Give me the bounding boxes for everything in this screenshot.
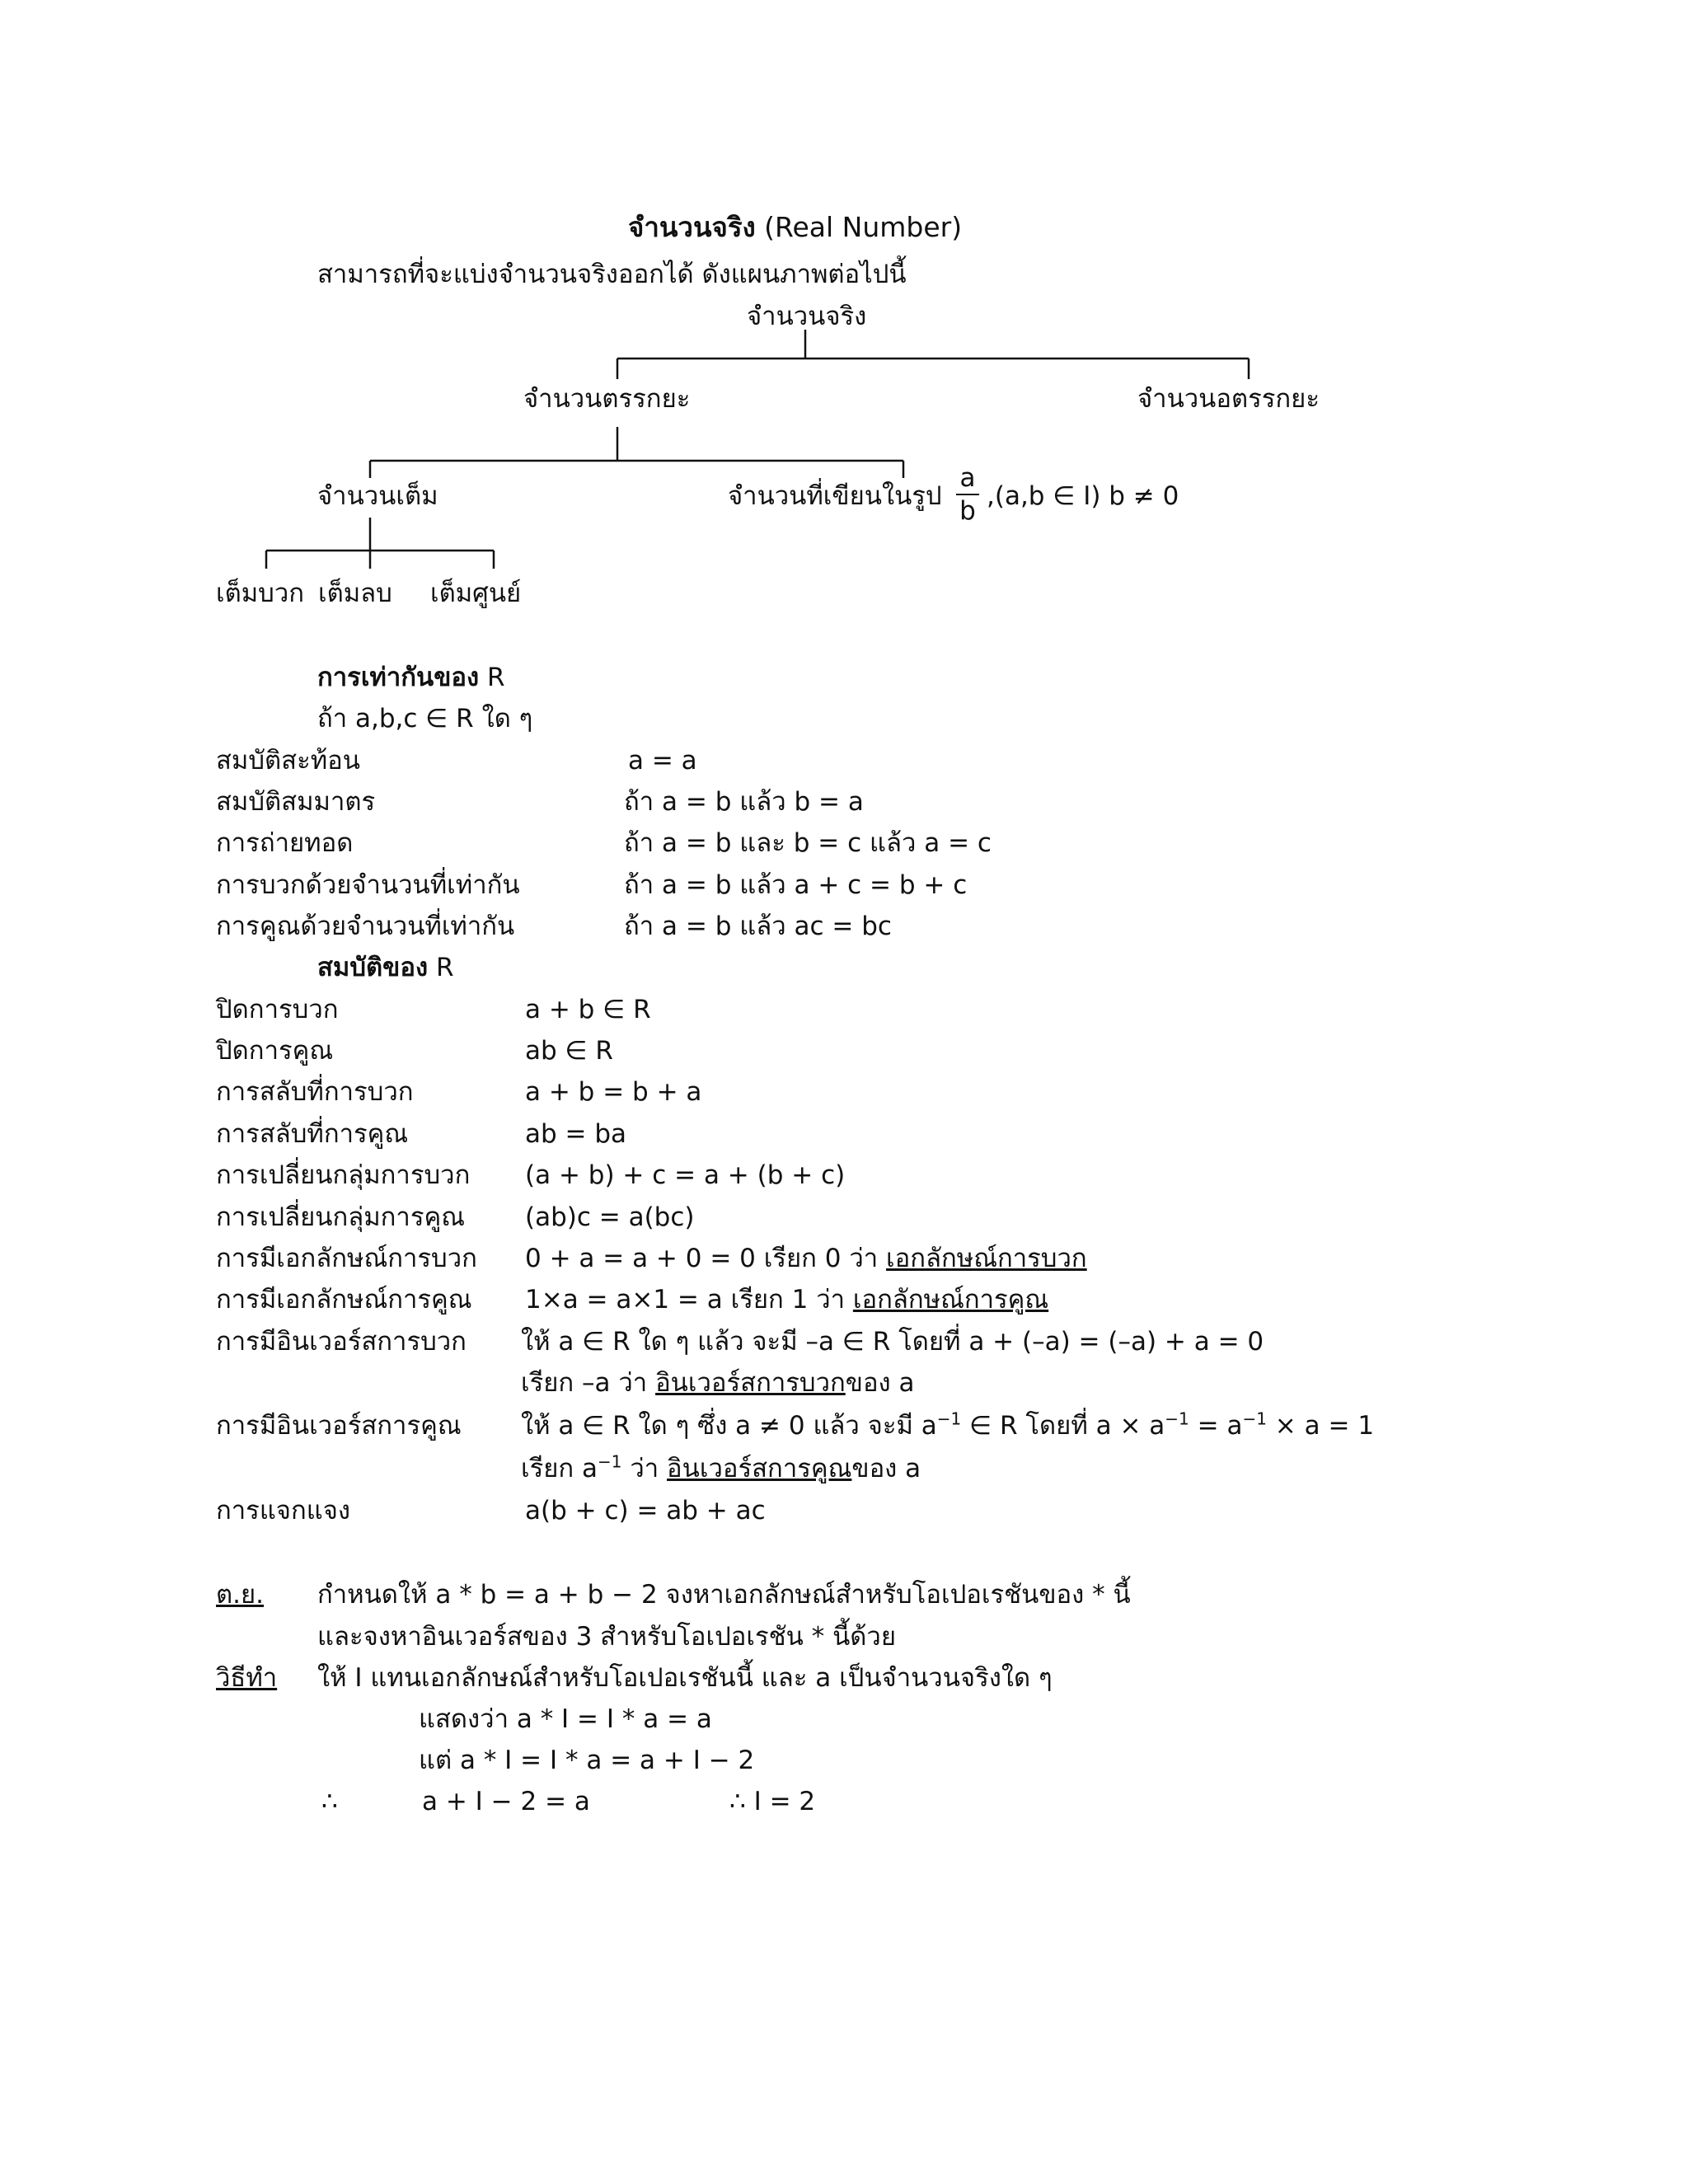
property-name: การสลับที่การคูณ (216, 1119, 409, 1149)
property-formula: a(b + c) = ab + ac (525, 1496, 766, 1526)
property-name: การมีเอกลักษณ์การคูณ (216, 1285, 472, 1315)
property-formula: ab = ba (525, 1119, 627, 1149)
equality-heading: การเท่ากันของ R (317, 663, 505, 692)
property-formula: (a + b) + c = a + (b + c) (525, 1160, 846, 1190)
solution-label: วิธีทำ (216, 1663, 278, 1693)
property-formula: ให้ a ∈ R ใด ๆ แล้ว จะมี –a ∈ R โดยที่ a + (–a) = (–a) + a = 0 (521, 1327, 1264, 1357)
tree-node-integer: จำนวนเต็ม (317, 481, 438, 511)
property-name: ปิดการคูณ (216, 1036, 334, 1066)
property-formula-cont: เรียก –a ว่า อินเวอร์สการบวกของ a (521, 1368, 915, 1398)
property-name: การมีอินเวอร์สการคูณ (216, 1411, 462, 1441)
solution-line: a + I − 2 = a (422, 1787, 590, 1816)
equality-given: ถ้า a,b,c ∈ R ใด ๆ (317, 704, 533, 733)
property-name: ปิดการบวก (216, 995, 339, 1024)
tree-node-real: จำนวนจริง (747, 302, 867, 331)
tree-node-zero: เต็มศูนย์ (430, 579, 522, 608)
tree-node-negative: เต็มลบ (318, 579, 392, 608)
property-formula: (ab)c = a(bc) (525, 1202, 695, 1232)
equality-formula: ถ้า a = b และ b = c แล้ว a = c (624, 828, 992, 858)
solution-line: แต่ a * I = I * a = a + I − 2 (419, 1746, 755, 1775)
property-formula: a + b ∈ R (525, 995, 651, 1024)
tree-node-fraction: จำนวนที่เขียนในรูป (728, 481, 942, 511)
property-name: การเปลี่ยนกลุ่มการบวก (216, 1160, 471, 1190)
equality-formula: ถ้า a = b แล้ว ac = bc (624, 912, 892, 941)
equality-name: การคูณด้วยจำนวนที่เท่ากัน (216, 912, 515, 941)
tree-node-positive: เต็มบวก (216, 579, 305, 608)
property-formula: ให้ a ∈ R ใด ๆ ซึ่ง a ≠ 0 แล้ว จะมี $a^{-1}$ ∈ R โดยที่ $a \times a^{-1} = a^{-1} \times a = 1$ (521, 1408, 1375, 1441)
therefore-symbol: ∴ (321, 1787, 338, 1816)
fraction-a-over-b (951, 464, 984, 525)
equality-name: สมบัติสมมาตร (216, 787, 376, 817)
equality-name: การถ่ายทอด (216, 828, 354, 858)
fraction-condition: ,(a,b ∈ I) b ≠ 0 (987, 481, 1179, 511)
example-line: และจงหาอินเวอร์สของ 3 สำหรับโอเปอเรชัน * นี้ด้วย (317, 1622, 896, 1652)
tree-node-irrational: จำนวนอตรรกยะ (1137, 384, 1320, 414)
properties-heading: สมบัติของ R (317, 953, 454, 982)
property-formula: 0 + a = a + 0 = 0 เรียก 0 ว่า เอกลักษณ์การบวก (525, 1244, 1087, 1273)
equality-formula: a = a (628, 746, 697, 776)
equality-formula: ถ้า a = b แล้ว a + c = b + c (624, 870, 968, 900)
equality-name: การบวกด้วยจำนวนที่เท่ากัน (216, 870, 520, 900)
fraction-numerator: a (959, 463, 976, 493)
example-line: กำหนดให้ a * b = a + b − 2 จงหาเอกลักษณ์สำหรับโอเปอเรชันของ * นี้ (317, 1580, 1131, 1610)
property-name: การมีอินเวอร์สการบวก (216, 1327, 467, 1357)
example-label: ต.ย. (216, 1580, 265, 1610)
solution-line: แสดงว่า a * I = I * a = a (419, 1704, 712, 1734)
property-name: การแจกแจง (216, 1496, 351, 1526)
property-name: การสลับที่การบวก (216, 1077, 414, 1107)
equality-formula: ถ้า a = b แล้ว b = a (624, 787, 864, 817)
equality-name: สมบัติสะท้อน (216, 746, 360, 776)
property-formula: a + b = b + a (525, 1077, 702, 1107)
property-formula-cont: เรียก $a^{-1}$ ว่า อินเวอร์สการคูณของ a (521, 1451, 921, 1483)
property-name: การมีเอกลักษณ์การบวก (216, 1244, 477, 1273)
property-formula: ab ∈ R (525, 1036, 613, 1066)
solution-line: ให้ I แทนเอกลักษณ์สำหรับโอเปอเรชันนี้ และ a เป็นจำนวนจริงใด ๆ (317, 1663, 1053, 1693)
tree-node-rational: จำนวนตรรกยะ (523, 384, 691, 414)
intro-text: สามารถที่จะแบ่งจำนวนจริงออกได้ ดังแผนภาพต่อไปนี้ (317, 260, 907, 289)
solution-result: ∴ I = 2 (729, 1787, 816, 1816)
property-formula: 1×a = a×1 = a เรียก 1 ว่า เอกลักษณ์การคูณ (525, 1285, 1049, 1315)
property-name: การเปลี่ยนกลุ่มการคูณ (216, 1202, 465, 1232)
fraction-denominator: b (959, 496, 976, 526)
page-title: จำนวนจริง (Real Number) (628, 211, 963, 243)
